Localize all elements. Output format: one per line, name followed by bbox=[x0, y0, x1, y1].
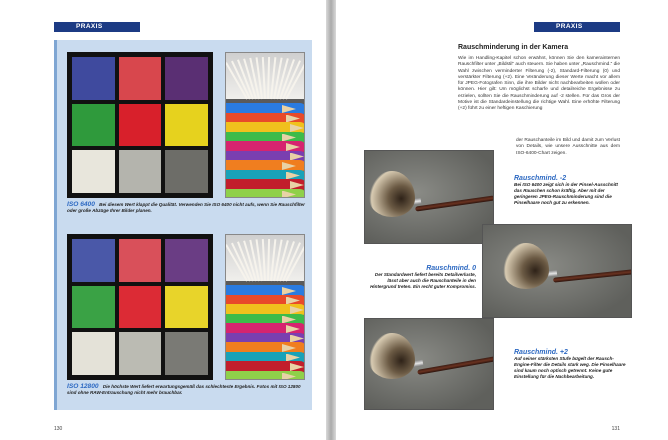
caption-text: Die höchste Wert liefert erwartungsgemäß das schlechteste Ergebnis. Fotos mit ISO 12800 sind ohne RAW-Entrauschung nicht mehr brauchbar. bbox=[67, 384, 301, 395]
caption-text: Bei diesem Wert klappt die Qualität. Verwenden Sie ISO 6400 nicht aufs, wenn Sie Rauschfilter oder große Abzüge Ihrer Bilder planen. bbox=[67, 202, 305, 213]
color-swatch bbox=[119, 239, 162, 282]
caption-text: Der Standardwert liefert bereits Detailverluste, lässt aber auch die Rauschanteile in den Hintergrund treten. Ein recht guter Kompromiss. bbox=[370, 272, 476, 289]
photo-caption bbox=[514, 350, 626, 380]
color-swatch bbox=[119, 332, 162, 375]
brush-photo-minus-2 bbox=[364, 150, 494, 244]
color-swatch bbox=[165, 239, 208, 282]
color-chart-crop bbox=[67, 52, 213, 198]
pencil-crop-image bbox=[225, 234, 305, 380]
color-swatch bbox=[165, 104, 208, 147]
color-swatch bbox=[119, 57, 162, 100]
color-swatch bbox=[72, 150, 115, 193]
section-heading: Rauschminderung in der Kamera bbox=[458, 44, 569, 51]
section-tab: PRAXIS bbox=[534, 22, 620, 32]
photo-caption bbox=[370, 266, 476, 290]
color-swatch bbox=[165, 150, 208, 193]
color-swatch bbox=[72, 239, 115, 282]
photo-caption bbox=[514, 176, 626, 206]
caption-text: Auf seiner stärksten Stufe bügelt der Rausch-Engine-Filter die Details stark weg. Die Pinselhaare sind kaum noch optisch getrennt. Keine gute Einstellung für die Nachbearbeitung. bbox=[514, 356, 626, 379]
brush-photo-plus-2 bbox=[364, 318, 494, 410]
figure-caption bbox=[67, 202, 305, 214]
figure-caption bbox=[67, 384, 305, 396]
color-swatch bbox=[165, 332, 208, 375]
brush-detail bbox=[226, 235, 305, 281]
figure-panel bbox=[54, 40, 312, 410]
iso-label: ISO 12800 bbox=[67, 383, 99, 390]
color-swatch bbox=[165, 286, 208, 329]
color-swatch bbox=[119, 286, 162, 329]
right-page bbox=[336, 0, 668, 440]
brush-photo-0 bbox=[482, 224, 632, 318]
page-number: 130 bbox=[54, 426, 63, 432]
color-swatch bbox=[72, 332, 115, 375]
color-swatch bbox=[72, 286, 115, 329]
book-gutter bbox=[326, 0, 336, 440]
color-swatch bbox=[72, 57, 115, 100]
setting-label: Rauschmind. 0 bbox=[426, 265, 476, 272]
caption-text: Bei ISO 6400 zeigt sich in der Pinsel-Ausschnitt das Rauschen schon kräftig. Aber mit der geringeren JPEG-Rauschminderung sind die Pinselhaare noch gut zu erkennen. bbox=[514, 182, 618, 205]
setting-label: Rauschmind. +2 bbox=[514, 349, 568, 356]
section-tab: PRAXIS bbox=[54, 22, 140, 32]
color-chart-crop bbox=[67, 234, 213, 380]
pencil-crop-image bbox=[225, 52, 305, 198]
color-swatch bbox=[165, 57, 208, 100]
brush-detail bbox=[226, 53, 305, 99]
color-swatch bbox=[119, 104, 162, 147]
color-swatch bbox=[119, 150, 162, 193]
left-page bbox=[0, 0, 326, 440]
color-swatch bbox=[72, 104, 115, 147]
body-paragraph: Wie im Handling-Kapitel schon erwähnt, können Sie den kamerainternen Rauschfilter unter „Bildstil“ auch steuern. Sie haben unter „Rauschmind.“ die Wahl zwischen verminderter Filterung (-2), Standard-Filterung (0) und verstärkter Filterung (+2). Eine Veränderung dieser Werte macht vor allem für JPEG-Fotografen Sinn, die ihre Bilder nicht nachbearbeiten wollen oder können. Hier gilt: Um möglichst scharfe und detailreiche Ergebnisse zu erzielen, sollten Sie die Rauschminderung auf -2 stellen. Für das Gros der Motive ist die Standardeinstellung die richtige Wahl. Eine erhöhte Filterung (+2) führt zu einer heftigen Kaschierung bbox=[458, 56, 620, 112]
iso-label: ISO 6400 bbox=[67, 201, 95, 208]
page-number: 131 bbox=[611, 426, 620, 432]
body-paragraph-continued: der Rauschanteile im Bild und damit zum Verlust von Details, wie unsere Ausschnitte aus dem ISO-6400-Chart zeigen. bbox=[516, 138, 620, 156]
setting-label: Rauschmind. -2 bbox=[514, 175, 567, 182]
